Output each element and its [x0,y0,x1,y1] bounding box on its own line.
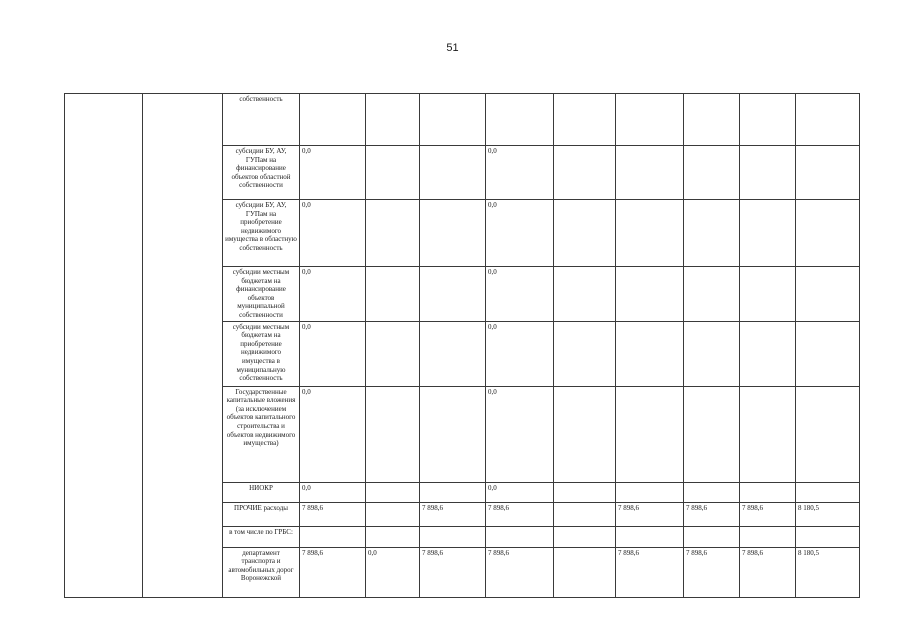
value-cell [796,386,860,482]
value-cell [366,267,420,322]
row-label: субсидии БУ, АУ, ГУПам на финансирование объектов областной собственности [223,146,300,200]
value-cell [366,526,420,547]
value-cell: 7 898,6 [616,547,684,597]
value-cell [616,200,684,267]
value-cell [740,146,796,200]
value-cell [616,267,684,322]
row-label: НИОКР [223,482,300,502]
row-label: субсидии БУ, АУ, ГУПам на приобретение недвижимого имущества в областную собственность [223,200,300,267]
value-cell [366,321,420,386]
value-cell [616,146,684,200]
row-label: департамент транспорта и автомобильных дорог Воронежской [223,547,300,597]
value-cell: 0,0 [486,267,554,322]
value-cell [796,200,860,267]
value-cell: 0,0 [300,321,366,386]
value-cell [796,267,860,322]
value-cell: 7 898,6 [420,547,486,597]
value-cell [554,502,616,526]
value-cell [684,526,740,547]
value-cell [366,482,420,502]
value-cell: 0,0 [300,200,366,267]
value-cell [740,321,796,386]
value-cell: 0,0 [486,321,554,386]
value-cell [616,482,684,502]
value-cell [420,321,486,386]
value-cell [684,482,740,502]
row-label: Государственные капитальные вложения (за исключением объектов капитального строительства и объектов недвижимого имущества) [223,386,300,482]
value-cell: 0,0 [300,482,366,502]
value-cell: 7 898,6 [300,547,366,597]
value-cell: 0,0 [300,146,366,200]
value-cell [796,146,860,200]
value-cell [616,321,684,386]
value-cell [740,200,796,267]
value-cell [554,200,616,267]
value-cell: 7 898,6 [420,502,486,526]
value-cell: 8 180,5 [796,502,860,526]
value-cell: 0,0 [486,482,554,502]
value-cell [684,200,740,267]
value-cell: 7 898,6 [486,547,554,597]
value-cell [684,386,740,482]
value-cell [420,267,486,322]
table-row [65,94,860,146]
value-cell [684,146,740,200]
page-number: 51 [446,42,459,54]
value-cell: 0,0 [366,547,420,597]
row-label: ПРОЧИЕ расходы [223,502,300,526]
value-cell [740,482,796,502]
value-cell [366,502,420,526]
value-cell [554,321,616,386]
value-cell [740,386,796,482]
value-cell: 7 898,6 [486,502,554,526]
value-cell: 7 898,6 [740,547,796,597]
value-cell [684,94,740,146]
value-cell [796,526,860,547]
value-cell [420,146,486,200]
value-cell [616,526,684,547]
value-cell [420,482,486,502]
value-cell [684,321,740,386]
group-col-2 [143,94,223,598]
value-cell [554,547,616,597]
value-cell: 0,0 [486,200,554,267]
value-cell [554,146,616,200]
value-cell [796,321,860,386]
value-cell [420,386,486,482]
row-label: собственность [223,94,300,146]
value-cell [796,94,860,146]
value-cell [554,526,616,547]
value-cell: 7 898,6 [616,502,684,526]
value-cell [740,526,796,547]
value-cell [740,94,796,146]
value-cell: 7 898,6 [684,547,740,597]
value-cell [366,386,420,482]
value-cell [554,94,616,146]
value-cell: 0,0 [486,386,554,482]
budget-table [64,93,860,598]
value-cell [300,526,366,547]
value-cell: 0,0 [300,267,366,322]
value-cell [300,94,366,146]
value-cell [366,200,420,267]
value-cell [420,200,486,267]
value-cell [796,482,860,502]
value-cell [616,386,684,482]
value-cell [616,94,684,146]
group-col-1 [65,94,143,598]
value-cell [366,146,420,200]
value-cell: 7 898,6 [740,502,796,526]
value-cell [684,267,740,322]
value-cell [554,482,616,502]
value-cell: 0,0 [486,146,554,200]
value-cell: 7 898,6 [684,502,740,526]
value-cell [554,267,616,322]
value-cell: 7 898,6 [300,502,366,526]
value-cell [486,94,554,146]
row-label: в том числе по ГРБС: [223,526,300,547]
value-cell [420,94,486,146]
value-cell [486,526,554,547]
value-cell [740,267,796,322]
row-label: субсидии местным бюджетам на финансирование объектов муниципальной собственности [223,267,300,322]
value-cell: 0,0 [300,386,366,482]
value-cell: 8 180,5 [796,547,860,597]
value-cell [554,386,616,482]
value-cell [366,94,420,146]
row-label: субсидии местным бюджетам на приобретение недвижимого имущества в муниципальную собственность [223,321,300,386]
value-cell [420,526,486,547]
